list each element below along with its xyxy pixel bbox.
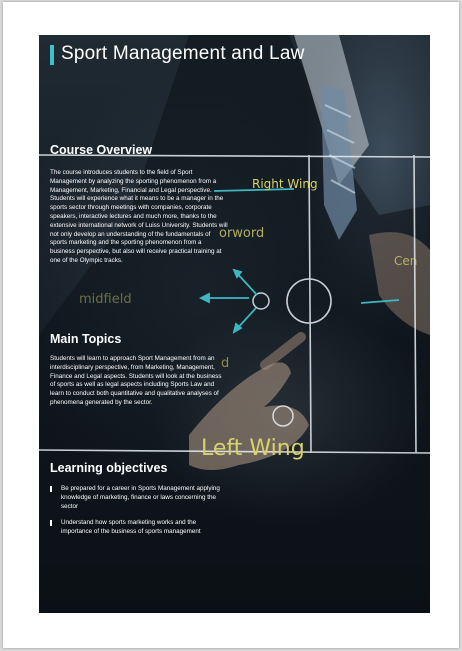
course-overview-paragraph-1: The course introduces students to the field of Sport Management by analyzing the sporting phenomenon from a Management, Marketing, Financial and Legal perspective. [50, 169, 217, 194]
bullet-marker [50, 486, 52, 492]
label-midfield: midfield [79, 292, 132, 307]
course-overview-text [50, 169, 228, 266]
learning-objectives-heading: Learning objectives [50, 461, 168, 475]
label-forward: orword [219, 226, 265, 241]
page-sheet [3, 2, 459, 648]
label-right-wing: Right Wing [252, 177, 318, 191]
list-item-text: Be prepared for a career in Sports Management applying knowledge of marketing, finance or laws concerning the sector [61, 485, 220, 510]
label-mid-fragment: d [221, 356, 230, 371]
list-item-text: Understand how sports marketing works and the importance of the business of sports management [61, 519, 201, 536]
label-left-wing: Left Wing [201, 436, 305, 461]
bullet-marker [50, 520, 52, 526]
page-title: Sport Management and Law [61, 43, 305, 64]
learning-objectives-list [50, 485, 225, 545]
course-overview-paragraph-2: Students will experience what it means to be a manager in the sports sector through meetings with companies, corporate speakers, interactive lectures and much more, thanks to the extensive international network of Luiss University. Students will not only develop an understanding of the fundamentals of sports marketing and the sporting phenomenon from a business perspective, but also will receive practical training at one of the Olympic tracks. [50, 195, 228, 264]
course-overview-heading: Course Overview [50, 143, 153, 157]
list-item [50, 519, 225, 537]
label-center: Cen [394, 254, 418, 268]
title-accent-bar [50, 45, 54, 65]
main-topics-text: Students will learn to approach Sport Management from an interdisciplinary perspective, from Marketing, Management, Finance and Legal aspects. Students will look at the business of sports as well as legal aspects including Sports Law and learn to conduct both quantitative and qualitative analyses of phenomena generated by the sector. [50, 355, 222, 406]
main-topics-heading: Main Topics [50, 332, 122, 346]
list-item [50, 485, 225, 511]
cover-photo [39, 35, 430, 613]
